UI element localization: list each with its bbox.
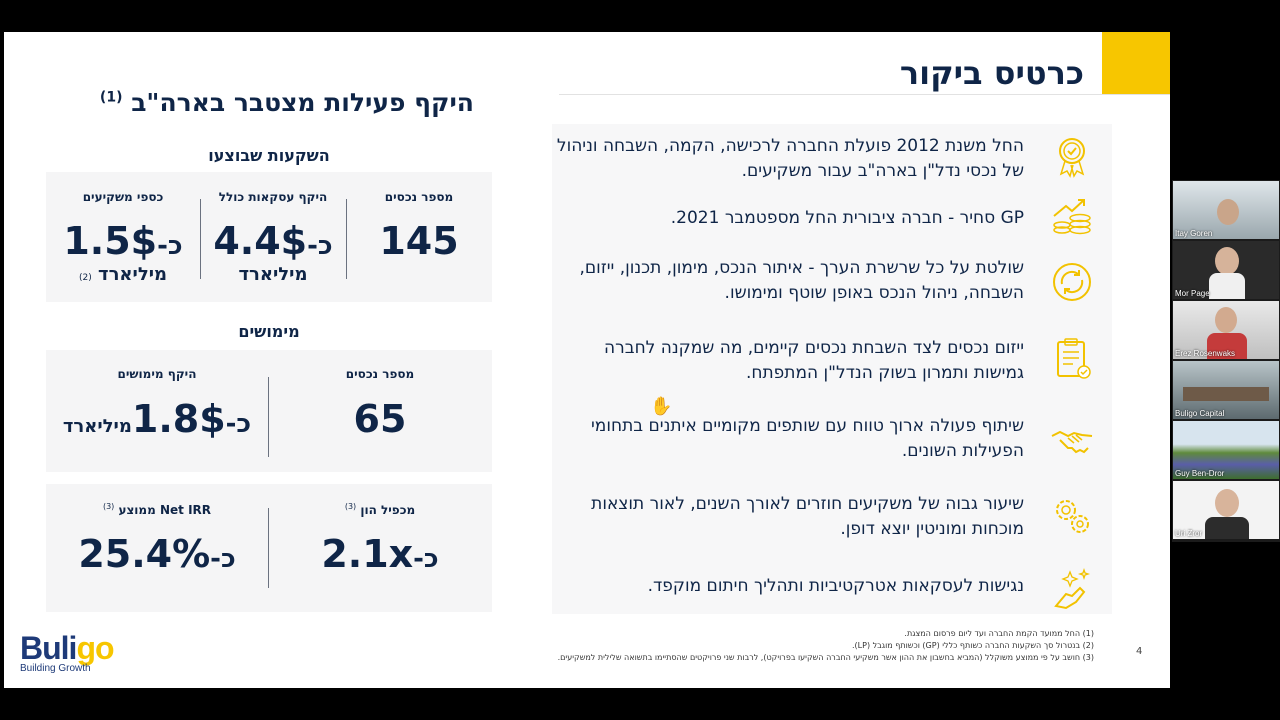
stat-label: מספר נכסים — [384, 190, 454, 204]
feature-item — [552, 410, 1112, 470]
logo-text-main: Buli — [20, 630, 77, 666]
stat-prefix: כ- — [210, 544, 236, 574]
features-panel — [552, 124, 1112, 614]
participant-video — [1217, 199, 1239, 225]
stat-unit: מיליארד — [62, 416, 132, 437]
presentation-slide — [4, 32, 1170, 688]
stat-note: (3) — [344, 502, 357, 511]
stat-label-text: Net IRR ממוצע — [118, 503, 212, 517]
slide-title: כרטיס ביקור — [899, 54, 1084, 92]
coins-growth-icon — [1050, 196, 1094, 240]
feature-item — [552, 564, 1112, 614]
logo-tagline: Building Growth — [20, 663, 91, 674]
participant-video — [1215, 489, 1239, 517]
participant-name: Guy Ben-Dror — [1175, 469, 1225, 478]
stat-number: 2.1x — [321, 532, 414, 576]
clipboard-icon — [1050, 336, 1094, 380]
participant-video — [1205, 517, 1249, 539]
title-accent-block — [1102, 32, 1170, 94]
footnotes — [524, 628, 1094, 664]
stat-value: 65 — [353, 397, 407, 441]
participants-panel — [1172, 180, 1280, 542]
participant-tile[interactable] — [1173, 481, 1279, 539]
feature-text: ייזום נכסים לצד השבחת נכסים קיימים, מה שמקנה לחברה גמישות ותמרון בשוק הנדל"ן המתפתח. — [604, 338, 1024, 383]
feature-text: החל משנת 2012 פועלת החברה לרכישה, הקמה, השבחה וניהול של נכסי נדל"ן בארה"ב עבור משקיעים. — [556, 136, 1024, 181]
stat-label: מספר נכסים — [345, 367, 415, 381]
participant-tile[interactable] — [1173, 181, 1279, 239]
stat-label: היקף מימושים — [117, 367, 197, 381]
gears-icon — [1050, 494, 1094, 538]
stat-prefix: כ- — [157, 231, 183, 261]
logo-text-accent: go — [76, 630, 114, 666]
stat-value: 145 — [379, 219, 459, 263]
stat-unit-text: מיליארד — [98, 264, 168, 285]
stat-unit — [46, 264, 200, 285]
stat-label — [268, 502, 492, 517]
feature-text: שולטת על כל שרשרת הערך - איתור הנכס, מימון, תכנון, ייזום, השבחה, ניהול הנכס באופן שוטף ומימושו. — [579, 258, 1024, 303]
participant-tile[interactable] — [1173, 361, 1279, 419]
feature-text: שיתוף פעולה ארוך טווח עם שותפים מקומיים איתנים בתחומי הפעילות השונים. — [591, 416, 1024, 461]
stat-label: כספי משקיעים — [82, 190, 164, 204]
participant-tile[interactable] — [1173, 241, 1279, 299]
feature-item — [552, 254, 1112, 314]
feature-text: שיעור גבוה של משקיעים חוזרים לאורך השנים, לאור תוצאות מוכחות ומוניטין יוצא דופן. — [591, 494, 1024, 539]
stat-number: 4.4$ — [213, 219, 308, 263]
hand-sparkle-icon — [1050, 566, 1094, 610]
stat-prefix: כ- — [307, 231, 333, 261]
stat-number: 1.8$ — [131, 397, 226, 441]
participant-video — [1215, 247, 1239, 275]
footnote: (1) החל ממועד הקמת החברה ועד ליום פרסום המצגת. — [904, 629, 1094, 638]
activity-title-note: (1) — [99, 89, 123, 106]
title-divider — [559, 94, 1170, 95]
feature-item — [552, 196, 1112, 246]
participant-tile[interactable] — [1173, 421, 1279, 479]
feature-text: GP סחיר - חברה ציבורית החל מספטמבר 2021. — [670, 208, 1024, 228]
handshake-icon — [1050, 418, 1094, 462]
participant-name: Itay Goren — [1175, 229, 1213, 238]
page-number: 4 — [1136, 646, 1143, 657]
participant-name: Buligo Capital — [1175, 409, 1225, 418]
stat-label — [46, 502, 268, 517]
stat-value — [46, 219, 200, 263]
participant-video — [1209, 273, 1245, 299]
feature-item — [552, 130, 1112, 190]
feature-text: נגישות לעסקאות אטרקטיביות ותהליך חיתום מוקפד. — [647, 576, 1024, 596]
logo-wordmark — [20, 630, 114, 667]
stat-prefix: כ- — [225, 409, 252, 439]
stat-note: (2) — [78, 273, 92, 283]
activity-title — [64, 88, 474, 117]
participant-video — [1183, 387, 1269, 401]
feature-item — [552, 488, 1112, 548]
stat-prefix: כ- — [413, 544, 439, 574]
hand-cursor-icon: ✋ — [650, 396, 673, 417]
participant-name: Mor Page — [1175, 289, 1210, 298]
stat-number: 25.4% — [78, 532, 211, 576]
stat-label: היקף עסקאות כולל — [218, 190, 328, 204]
company-logo — [20, 630, 114, 674]
footnote: (2) בנטרול סך השקעות החברה כשותף כללי (GP) וכשותף מוגבל (LP). — [852, 641, 1094, 650]
footnote: (3) חושב על פי ממוצע משוקלל (המביא בחשבון את ההון אשר משקיעי החברה השקיעו בפרויקט), לרבות שני פרויקטים שהסתיימו בתשואה שלילית למשקיעים. — [557, 653, 1094, 662]
stat-value — [268, 532, 492, 576]
stat-number: 1.5$ — [63, 219, 158, 263]
stat-note: (3) — [102, 502, 115, 511]
investments-title: השקעות שבוצעו — [208, 146, 330, 165]
stat-value — [46, 397, 268, 441]
participant-name: Erez Rosenwaks — [1175, 349, 1236, 358]
participant-name: Uri Zror — [1175, 529, 1203, 538]
stat-value — [200, 219, 346, 263]
stat-unit: מיליארד — [238, 264, 308, 285]
feature-item — [552, 332, 1112, 392]
cycle-icon — [1050, 260, 1094, 304]
medal-icon — [1050, 134, 1094, 178]
participant-video — [1215, 307, 1237, 333]
participant-tile[interactable] — [1173, 301, 1279, 359]
stat-label-text: מכפיל הון — [360, 503, 416, 517]
exits-title: מימושים — [238, 322, 300, 341]
stat-value — [46, 532, 268, 576]
activity-title-text: היקף פעילות מצטבר בארה"ב — [131, 88, 474, 117]
